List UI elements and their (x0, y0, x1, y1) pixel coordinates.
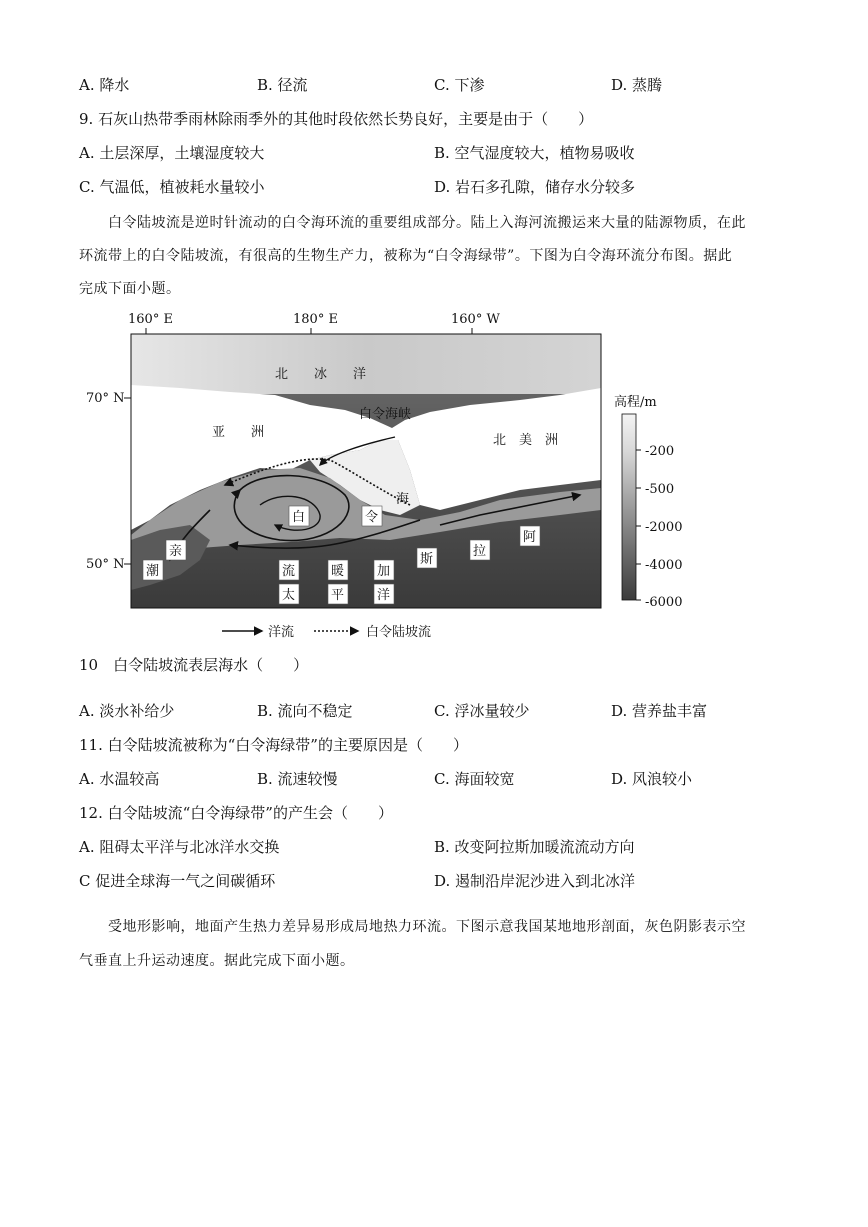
q12-option-a: A. 阻碍太平洋与北冰洋水交换 (79, 838, 280, 856)
q8-option-c: C. 下渗 (434, 76, 485, 94)
lat-label-70n: 70° N (86, 391, 125, 406)
bering-sea-map (0, 300, 868, 650)
q11-option-b: B. 流速较慢 (257, 770, 338, 788)
lat-label-50n: 50° N (86, 557, 125, 572)
lon-label-160e: 160° E (128, 312, 173, 327)
q10-option-a: A. 淡水补给少 (79, 702, 175, 720)
elev-tick-500: -500 (645, 482, 675, 497)
q11-option-a: A. 水温较高 (79, 770, 160, 788)
lon-label-160w: 160° W (451, 312, 500, 327)
q10-option-d: D. 营养盐丰富 (611, 702, 708, 720)
q9-option-a: A. 土层深厚，土壤湿度较大 (79, 144, 265, 162)
label-north-america: 北 美 洲 (493, 433, 559, 448)
q12-option-c: C 促进全球海一气之间碳循环 (79, 872, 276, 890)
elev-tick-4000: -4000 (645, 558, 683, 573)
q8-option-b: B. 径流 (257, 76, 308, 94)
box-bai: 白 (292, 510, 306, 525)
box-si: 斯 (420, 552, 434, 567)
legend-slope-label: 白令陆坡流 (366, 625, 432, 640)
box-ping: 平 (331, 588, 345, 603)
box-nuan: 暖 (331, 564, 345, 579)
q11-option-c: C. 海面较宽 (434, 770, 515, 788)
q9-option-d: D. 岩石多孔隙，储存水分较多 (434, 178, 636, 196)
box-qin: 亲 (169, 544, 183, 559)
box-liu: 流 (282, 564, 296, 579)
label-arctic-ocean: 北 冰 洋 (275, 367, 367, 382)
elevation-colorbar (622, 414, 636, 600)
box-chao: 潮 (146, 564, 160, 579)
box-a: 阿 (523, 530, 537, 545)
intro1-line1: 白令陆坡流是逆时针流动的白令海环流的重要组成部分。陆上入海河流搬运来大量的陆源物质，在此 (108, 215, 746, 231)
q11-option-d: D. 风浪较小 (611, 770, 693, 788)
q12-stem: 12. 白令陆坡流“白令海绿带”的产生会（ ） (79, 804, 393, 822)
q10-stem: 10 白令陆坡流表层海水（ ） (79, 656, 309, 674)
elev-tick-6000: -6000 (645, 595, 683, 610)
q9-option-c: C. 气温低，植被耗水量较小 (79, 178, 265, 196)
box-yang: 洋 (377, 588, 391, 603)
q9-option-b: B. 空气湿度较大，植物易吸收 (434, 144, 635, 162)
q10-option-b: B. 流向不稳定 (257, 702, 353, 720)
q9-stem: 9. 石灰山热带季雨林除雨季外的其他时段依然长势良好，主要是由于（ ） (79, 110, 594, 128)
box-la: 拉 (473, 544, 487, 559)
intro2-line2: 气垂直上升运动速度。据此完成下面小题。 (79, 953, 355, 969)
label-asia: 亚 洲 (212, 425, 265, 440)
box-jia: 加 (377, 564, 391, 579)
q8-option-a: A. 降水 (79, 76, 130, 94)
intro1-line2: 环流带上的白令陆坡流，有很高的生物生产力，被称为“白令海绿带”。下图为白令海环流分布图。据此 (79, 248, 733, 264)
elev-tick-200: -200 (645, 444, 675, 459)
box-tai: 太 (282, 588, 296, 603)
q11-stem: 11. 白令陆坡流被称为“白令海绿带”的主要原因是（ ） (79, 736, 468, 754)
intro1-line3: 完成下面小题。 (79, 281, 181, 297)
lon-label-180e: 180° E (293, 312, 338, 327)
q10-option-c: C. 浮冰量较少 (434, 702, 530, 720)
q12-option-b: B. 改变阿拉斯加暖流流动方向 (434, 838, 635, 856)
label-bering-strait: 白令海峡 (359, 407, 412, 422)
label-sea: 海 (396, 492, 410, 507)
legend-current-label: 洋流 (268, 625, 295, 640)
elevation-title: 高程/m (614, 395, 657, 410)
elev-tick-2000: -2000 (645, 520, 683, 535)
q8-option-d: D. 蒸腾 (611, 76, 663, 94)
q12-option-d: D. 遏制沿岸泥沙进入到北冰洋 (434, 872, 636, 890)
intro2-line1: 受地形影响，地面产生热力差异易形成局地热力环流。下图示意我国某地地形剖面，灰色阴影表示空 (108, 919, 746, 935)
box-ling: 令 (365, 510, 379, 525)
